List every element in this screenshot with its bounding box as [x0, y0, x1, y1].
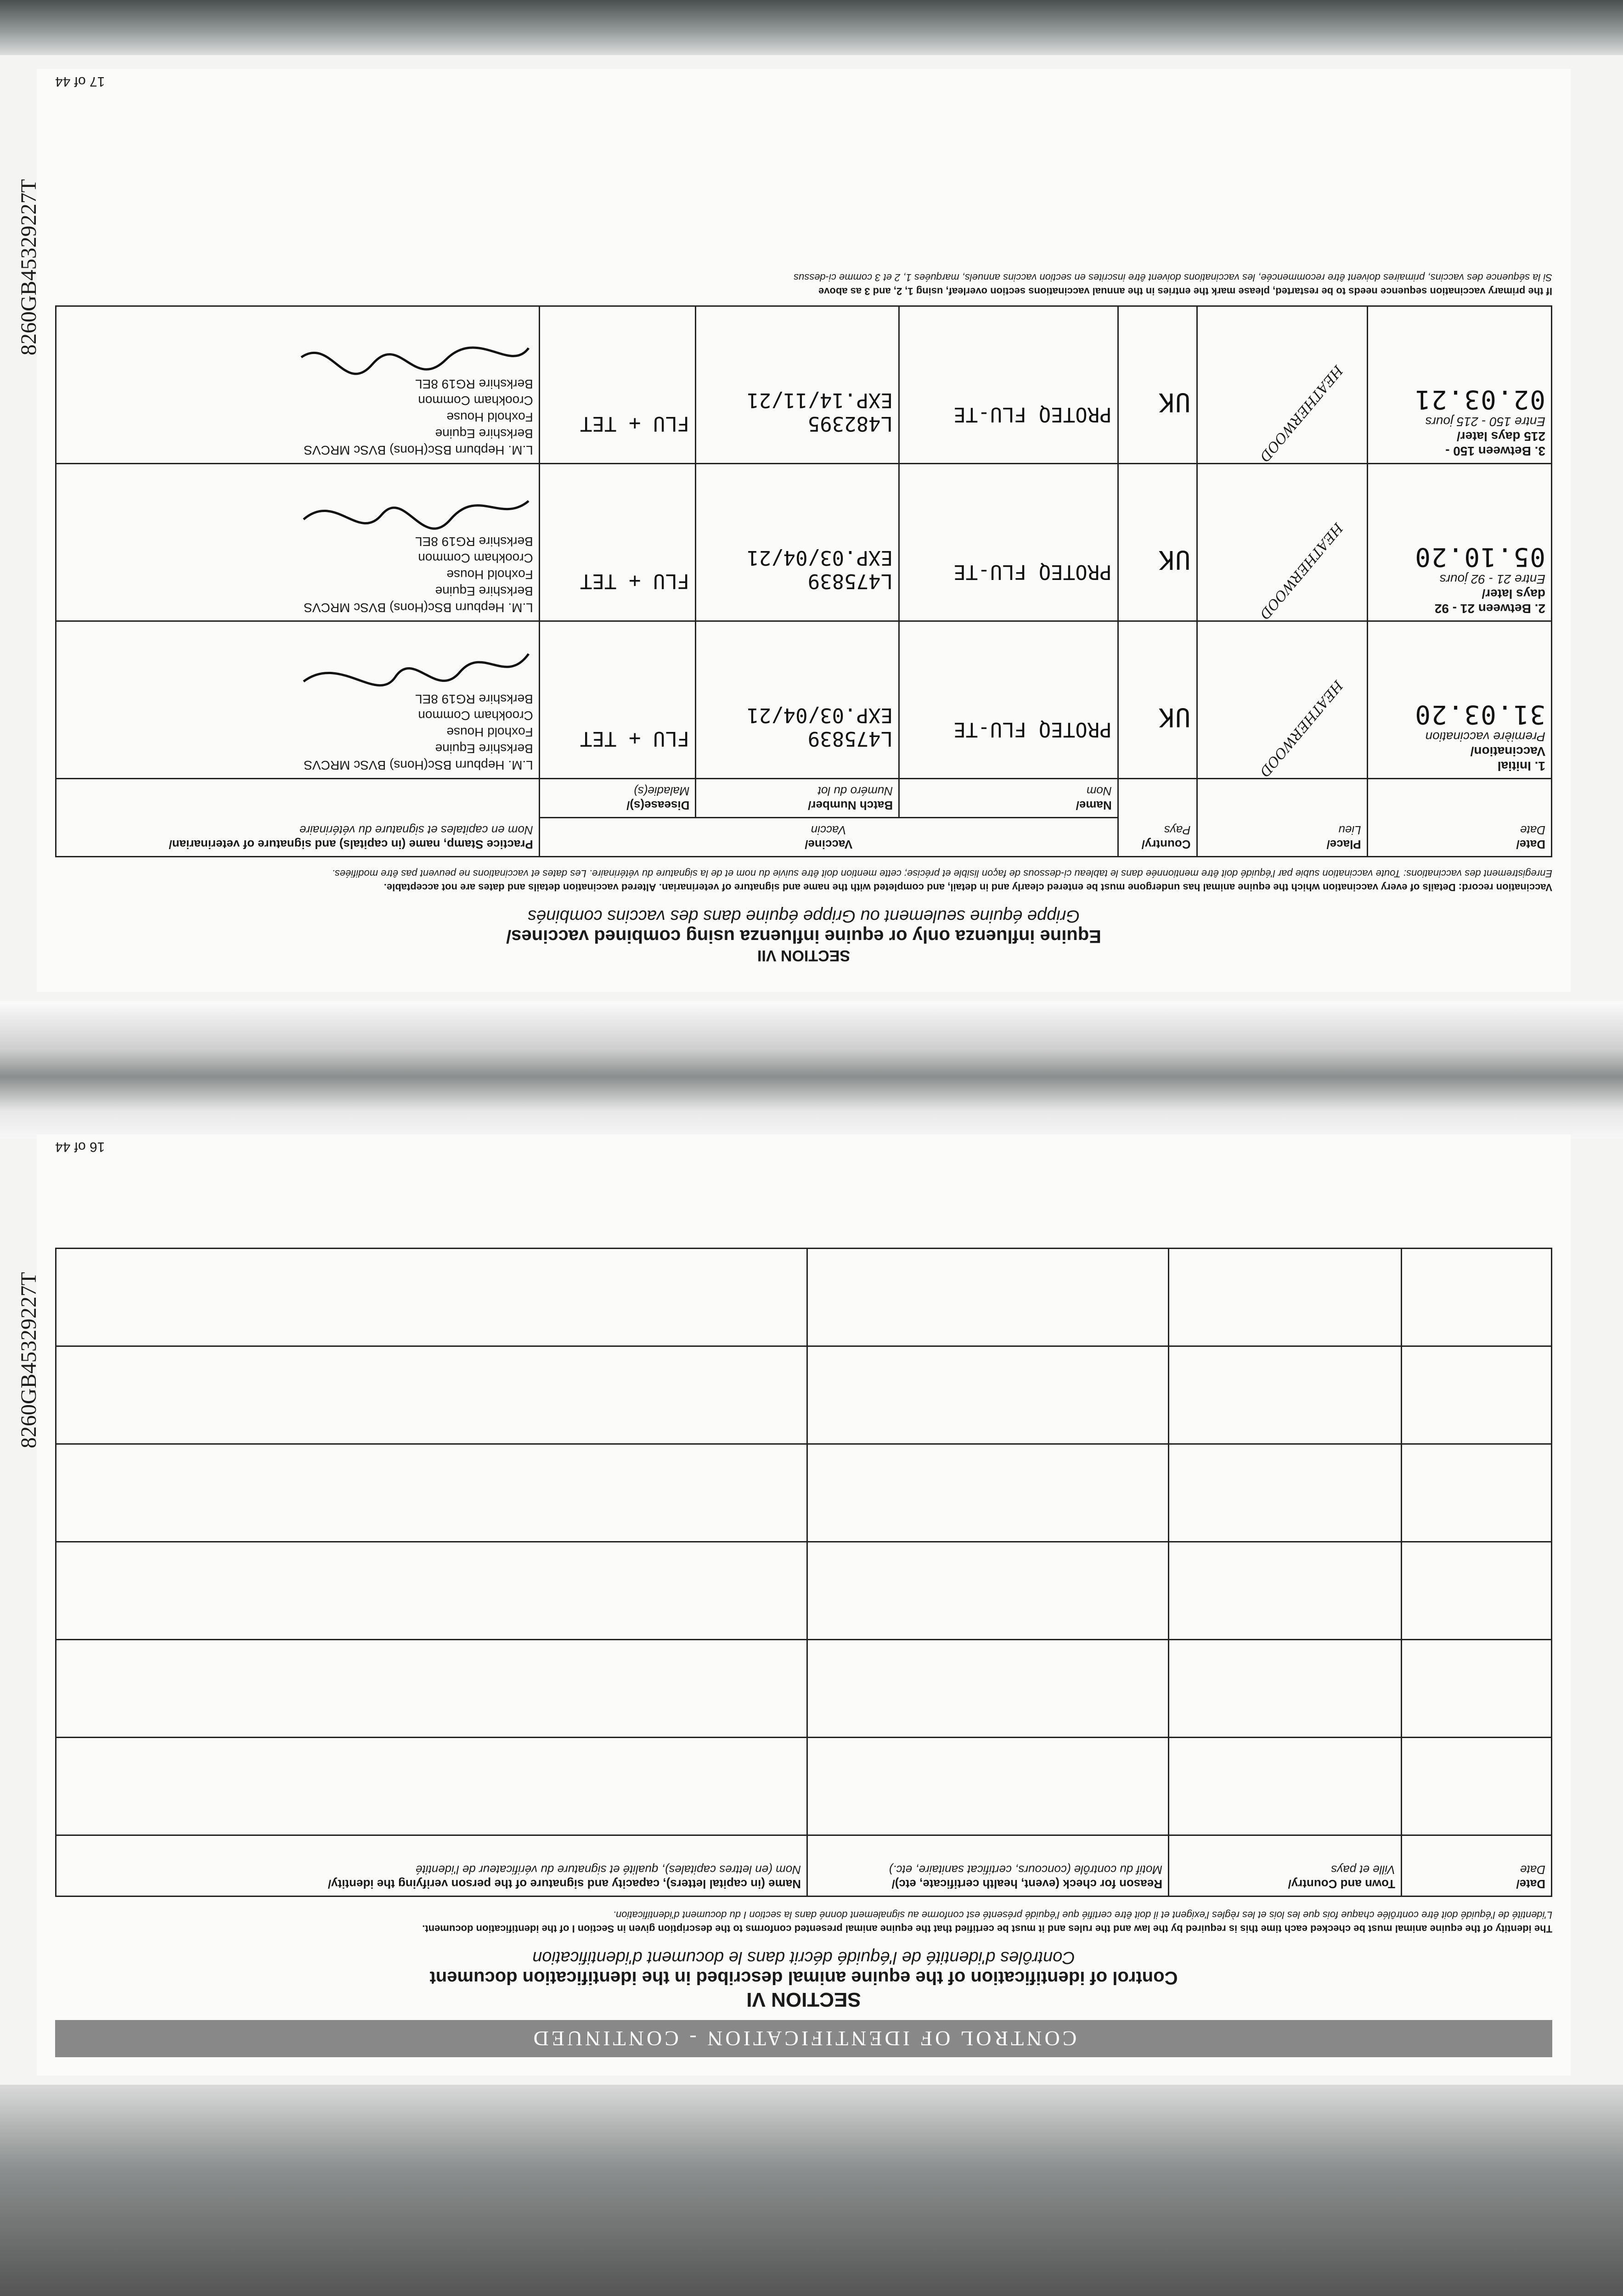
table-row — [56, 1444, 1552, 1542]
vaccination-table — [55, 305, 1552, 857]
table-row — [56, 1640, 1552, 1738]
row-3-date: 02.03.21 — [1414, 384, 1545, 414]
row-2-date: 05.10.20 — [1414, 542, 1545, 572]
record-altered: Altered vaccination details and dates are not acceptable. — [383, 882, 656, 893]
section-heading-fr: Grippe équine seulement ou Grippe équine dans des vaccins combinés — [528, 906, 1080, 926]
vet-signature — [294, 483, 533, 533]
record-text: Details of every vaccination which the equine animal has undergone must be entered clearly and in detail, and completed with the name and signature of veterinarian. — [659, 882, 1456, 893]
serial-number: 8260GB45329227T — [17, 179, 41, 355]
control-banner: CONTROL OF IDENTIFICATION - CONTINUED — [55, 2020, 1552, 2057]
table-row — [56, 1738, 1552, 1835]
section-heading: Control of identification of the equine animal described in the identification document — [429, 1968, 1178, 1988]
section-heading: Equine influenza only or equine influenza using combined vaccines/ — [506, 926, 1101, 946]
col-batch: Batch Number/ Numéro du lot — [696, 779, 899, 818]
row-1-vaccine-name: PROTEQ FLU-TE — [899, 621, 1118, 779]
vet-stamp: L.M. Hepburn BSc(Hons) BVSc MRCVS Berkshire Equine Foxhold House Crookham Common Berkshire RG19 8EL — [304, 692, 533, 772]
vet-signature — [294, 640, 533, 691]
section-title: SECTION VII — [757, 947, 851, 964]
col-diseases: Disease(s)/ Maladie(s) — [539, 779, 696, 818]
row-1-stamp — [56, 621, 540, 779]
row-1-date: 31.03.20 — [1414, 699, 1545, 729]
col-date: Date/ Date — [1367, 779, 1551, 857]
restart-footnote: If the primary vaccination sequence needs to be restarted, please mark the entries in the annual vaccinations section overleaf, using 1, 2, and 3 as above Si la séquence des vaccins, primaires doivent être recommencée, les vaccinations doivent être inscrites en section vaccins annuels, marquées 1, 2 et 3 comme ci-dessus — [793, 272, 1552, 297]
table-row — [56, 1346, 1552, 1444]
identity-check-table — [55, 1248, 1552, 1897]
vaccination-record-note — [55, 867, 1552, 894]
col-name: Name/ Nom — [899, 779, 1118, 818]
col-vaccine: Vaccine/ Vaccin — [539, 818, 1118, 857]
row-1-country: UK — [1118, 621, 1197, 779]
record-text-fr: Enregistrement des vaccinations: Toute vaccination subie par l'équidé doit être mentionnée dans le tableau ci-dessous de façon lisible et précise; cette mention doit être suivie du nom et de la signature du vétérinaire. Les dates et vaccinations ne peuvent pas être modifiées. — [332, 868, 1552, 879]
section-title: SECTION VI — [746, 1988, 861, 2011]
vaccination-row-1 — [56, 621, 1552, 779]
row-2-stamp — [56, 464, 540, 621]
col-town: Town and Country/ Ville et pays — [1169, 1835, 1402, 1896]
row-1-place: HEATHERWOOD — [1197, 621, 1367, 779]
vaccination-row-3 — [56, 306, 1552, 464]
row-3-vaccine-name: PROTEQ FLU-TE — [899, 306, 1118, 464]
col-date: Date/ Date — [1402, 1835, 1552, 1896]
record-label: Vaccination record: — [1458, 882, 1552, 893]
scanner-bottom-edge — [0, 2085, 1623, 2296]
passport-page-16 — [17, 1134, 1571, 2076]
vet-stamp: L.M. Hepburn BSc(Hons) BVSc MRCVS Berkshire Equine Foxhold House Crookham Common Berkshire RG19 8EL — [304, 535, 533, 615]
row-3-country: UK — [1118, 306, 1197, 464]
col-country: Country/ Pays — [1118, 779, 1197, 857]
row-2-diseases: FLU + TET — [539, 464, 696, 621]
row-2-vaccine-name: PROTEQ FLU-TE — [899, 464, 1118, 621]
row-3-date-cell: 3. Between 150 - 215 days later/ Entre 150 - 215 jours 02.03.21 — [1367, 306, 1551, 464]
row-2-date-cell: 2. Between 21 - 92 days later/ Entre 21 - 92 jours 05.10.20 — [1367, 464, 1551, 621]
section-heading-fr: Contrôles d'identité de l'équidé décrit dans le document d'identification — [532, 1948, 1075, 1967]
scanner-top-edge — [0, 0, 1623, 55]
row-1-date-cell: 1. Initial Vaccination/ Première vaccination 31.03.20 — [1367, 621, 1551, 779]
col-place: Place/ Lieu — [1197, 779, 1367, 857]
row-3-stamp — [56, 306, 540, 464]
table-row — [56, 1542, 1552, 1640]
row-1-batch: L475839 EXP.03/04/21 — [696, 621, 899, 779]
row-3-batch: L482395 EXP.14/11/21 — [696, 306, 899, 464]
row-3-place: HEATHERWOOD — [1197, 306, 1367, 464]
col-reason: Reason for check (event, health certificate, etc)/ Motif du contrôle (concours, certificat sanitaire, etc.) — [807, 1835, 1169, 1896]
serial-number: 8260GB45329227T — [17, 1272, 41, 1448]
identity-intro: The identity of the equine animal must be checked each time this is required by the law and the rules and it must be certified that the equine animal presented conforms to the description given in Section I of the identification document. L'identité de l'équidé doit être contrôlée chaque fois que les lois et les règles l'exigent et il doit être certifié que l'équidé présenté est conforme au signalement donné dans la section I du document d'identification. — [422, 1909, 1552, 1935]
page-number: 17 of 44 — [55, 74, 105, 89]
row-3-diseases: FLU + TET — [539, 306, 696, 464]
book-spine-shadow — [0, 1001, 1623, 1139]
col-stamp: Practice Stamp, name (in capitals) and signature of veterinarian/ Nom en capitales et signature du vétérinaire — [56, 779, 540, 857]
vet-signature — [294, 325, 533, 376]
row-2-batch: L475839 EXP.03/04/21 — [696, 464, 899, 621]
vet-stamp: L.M. Hepburn BSc(Hons) BVSc MRCVS Berkshire Equine Foxhold House Crookham Common Berkshire RG19 8EL — [304, 377, 533, 457]
table-row — [56, 1249, 1552, 1346]
row-2-place: HEATHERWOOD — [1197, 464, 1367, 621]
col-verifier: Name (in capital letters), capacity and signature of the person verifying the identity/ Nom (en lettres capitales), qualité et signature du vérificateur de l'identité — [56, 1835, 807, 1896]
row-1-diseases: FLU + TET — [539, 621, 696, 779]
passport-page-17 — [17, 69, 1571, 992]
page-number: 16 of 44 — [55, 1139, 105, 1154]
row-2-country: UK — [1118, 464, 1197, 621]
vaccination-row-2 — [56, 464, 1552, 621]
